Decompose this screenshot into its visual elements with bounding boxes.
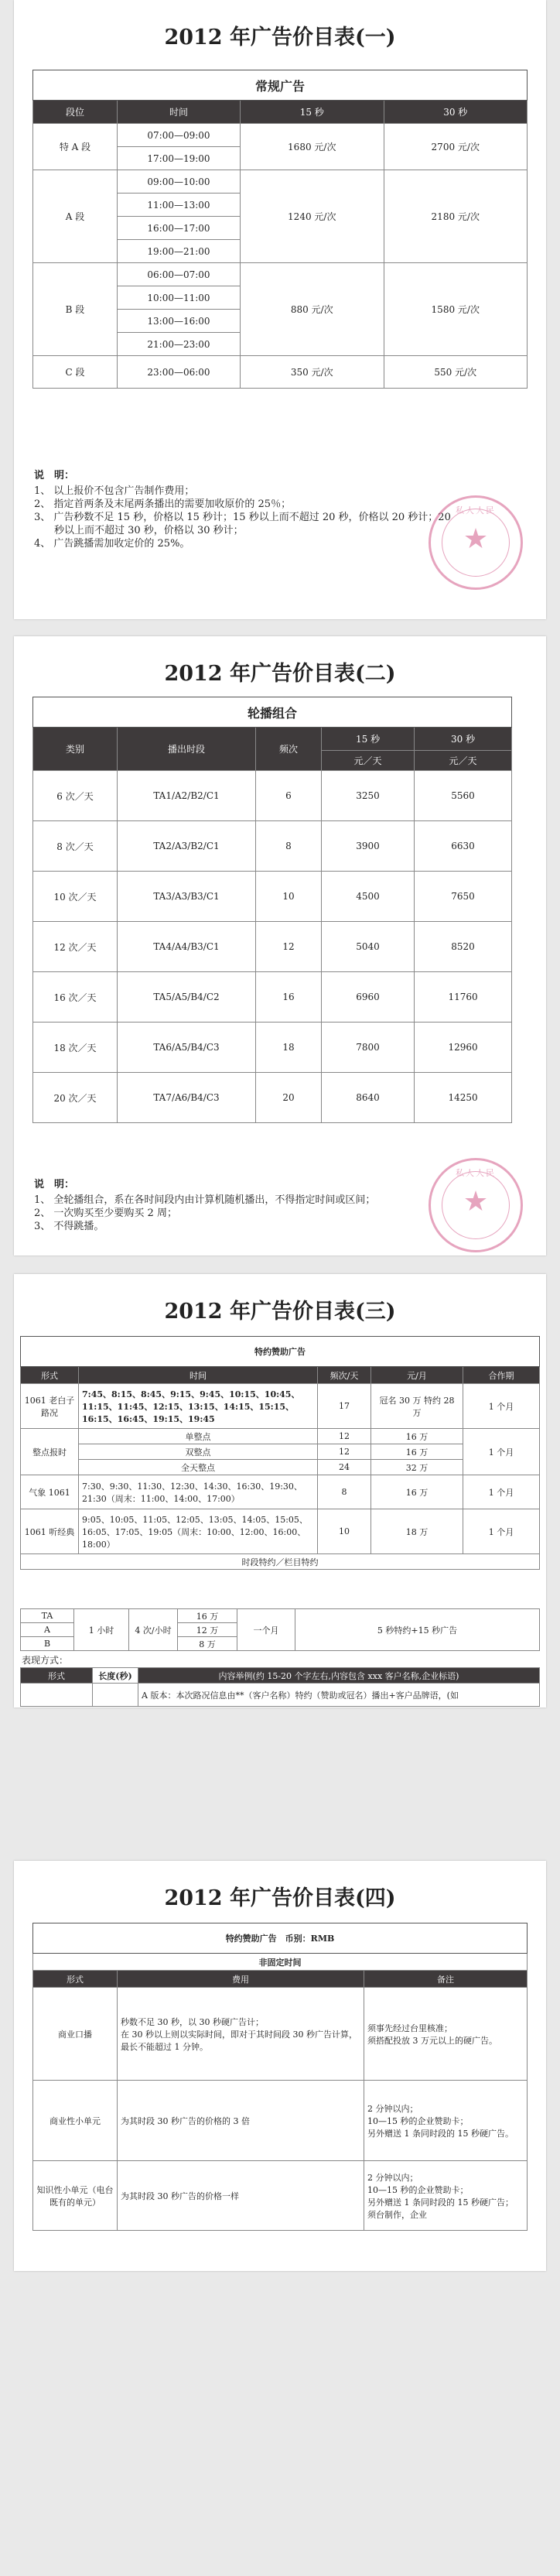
expression-table: 形式 长度(秒) 内容举例(约 15-20 个字左右,内容包含 xxx 客户名称,企业标语) A 版本：本次路况信息由**（客户名称）特约（赞助或冠名）播出+客户品牌语，(如: [20, 1667, 540, 1707]
note-line: 1、 全轮播组合，系在各时间段内由计算机随机播出，不得指定时间或区间；: [34, 1194, 376, 1206]
time-cell: 07:00—09:00: [118, 124, 241, 147]
column-header: 30 秒: [415, 728, 512, 751]
column-header: 频次/天: [318, 1367, 371, 1384]
segment-cell: B 段: [33, 263, 118, 356]
price-15-cell: 1240 元/次: [241, 170, 384, 263]
notes-heading: 说 明：: [34, 470, 75, 481]
column-header: 形式: [33, 1971, 118, 1988]
table-row: 1061 老白子路况 7:45、8:15、8:45、9:15、9:45、10:15、10:45、11:15、11:45、12:15、13:15、14:15、15:15、16:15、16:45、19:15、19:45 17 冠名 30 万 特约 28 万 1 个月: [21, 1384, 540, 1429]
price-sheet-2: [14, 636, 546, 1255]
note-line: 1、 以上报价不包含广告制作费用；: [34, 485, 195, 497]
column-header: 元/月: [371, 1367, 463, 1384]
column-subheader: 元／天: [322, 751, 415, 771]
note-line: 秒以上而不超过 30 秒，价格以 30 秒计；: [34, 525, 244, 536]
price-15-cell: 350 元/次: [241, 356, 384, 389]
regular-ad-table: [32, 70, 528, 389]
time-cell: 21:00—23:00: [118, 333, 241, 356]
table-row: 气象 1061 7:30、9:30、11:30、12:30、14:30、16:30、19:30、21:30（周末：11:00、14:00、17:00） 8 16 万 1 个月: [21, 1475, 540, 1509]
note-line: 2、 指定首两条及末尾两条播出的需要加收原价的 25％；: [34, 498, 292, 510]
column-header: 类别: [33, 728, 118, 771]
table-row: 16 次／天 TA5/A5/B4/C2 16 6960 11760: [33, 972, 512, 1023]
time-cell: 11:00—13:00: [118, 194, 241, 217]
table-row: 商业性小单元 为其时段 30 秒广告的价格的 3 倍 2 分钟以内； 10—15 秒的企业赞助卡； 另外赠送 1 条同时段的 15 秒硬广告。: [33, 2081, 528, 2161]
column-header: 15 秒: [322, 728, 415, 751]
price-sheet-4: [14, 1861, 546, 2271]
column-header: 段位: [33, 101, 118, 124]
price-30-cell: 2180 元/次: [384, 170, 528, 263]
table-row: 20 次／天 TA7/A6/B4/C3 20 8640 14250: [33, 1073, 512, 1123]
column-header: 形式: [21, 1367, 79, 1384]
table-row: 10 次／天 TA3/A3/B3/C1 10 4500 7650: [33, 872, 512, 922]
column-header: 费用: [118, 1971, 364, 1988]
price-sheet-1: [14, 0, 546, 619]
segment-cell: A 段: [33, 170, 118, 263]
sub-caption: 非固定时间: [33, 1954, 528, 1971]
note-line: 4、 广告跳播需加收定价的 25%。: [34, 538, 190, 550]
column-subheader: 元／天: [415, 751, 512, 771]
sponsor-table: [20, 1336, 540, 1570]
table-row: 18 次／天 TA6/A5/B4/C3 18 7800 12960: [33, 1023, 512, 1073]
table-row: 双整点 12 16 万: [21, 1444, 540, 1460]
rotation-table: [32, 697, 512, 1123]
note-line: 2、 一次购买至少要购买 2 周；: [34, 1208, 177, 1219]
time-cell: 17:00—19:00: [118, 147, 241, 170]
notes-heading: 说 明：: [34, 1179, 75, 1190]
column-header: 15 秒: [241, 101, 384, 124]
slot-sponsor-table: TA 1 小时 4 次/小时 16 万 一个月 5 秒特约+15 秒广告 A 12 万 B 8 万: [20, 1608, 540, 1651]
time-cell: 09:00—10:00: [118, 170, 241, 194]
segment-cell: 特 A 段: [33, 124, 118, 170]
price-sheet-3: [14, 1274, 546, 1708]
sub-caption: 时段特约／栏目特约: [21, 1554, 540, 1570]
nonfixed-sponsor-table: [32, 1923, 528, 2231]
red-seal-stamp: 私人人民 ★: [429, 1158, 523, 1252]
table-caption: 轮播组合: [33, 697, 512, 728]
time-cell: 16:00—17:00: [118, 217, 241, 240]
column-header: 备注: [364, 1971, 528, 1988]
note-line: 3、 广告秒数不足 15 秒，价格以 15 秒计；15 秒以上而不超过 20 秒，价格以 20 秒计；20: [34, 512, 451, 523]
table-row: 1061 听经典 9:05、10:05、11:05、12:05、13:05、14:05、15:05、16:05、17:05、19:05（周末：10:00、12:00、16:00、18:00） 10 18 万 1 个月: [21, 1509, 540, 1554]
table-row: 知识性小单元（电台既有的单元） 为其时段 30 秒广告的价格一样 2 分钟以内； 10—15 秒的企业赞助卡； 另外赠送 1 条同时段的 15 秒硬广告； 须台制作，企业: [33, 2161, 528, 2231]
table-row: 全天整点 24 32 万: [21, 1460, 540, 1475]
page-title: 2012 年广告价目表(二): [164, 662, 396, 686]
table-row: 6 次／天 TA1/A2/B2/C1 6 3250 5560: [33, 771, 512, 821]
expression-label: 表现方式：: [22, 1655, 69, 1666]
table-caption: 特约赞助广告: [21, 1337, 540, 1367]
time-cell: 19:00—21:00: [118, 240, 241, 263]
column-header: 时间: [118, 101, 241, 124]
note-line: 3、 不得跳播。: [34, 1221, 104, 1232]
price-30-cell: 1580 元/次: [384, 263, 528, 356]
time-cell: 06:00—07:00: [118, 263, 241, 286]
table-row: 12 次／天 TA4/A4/B3/C1 12 5040 8520: [33, 922, 512, 972]
price-15-cell: 880 元/次: [241, 263, 384, 356]
page-title: 2012 年广告价目表(三): [164, 1300, 396, 1324]
time-cell: 23:00—06:00: [118, 356, 241, 389]
price-15-cell: 1680 元/次: [241, 124, 384, 170]
page-title: 2012 年广告价目表(四): [164, 1886, 396, 1910]
table-caption: 特约赞助广告 币别：RMB: [33, 1923, 528, 1954]
segment-cell: C 段: [33, 356, 118, 389]
table-row: 整点报时 单整点 12 16 万 1 个月: [21, 1429, 540, 1444]
table-caption: 常规广告: [33, 70, 528, 101]
page-title: 2012 年广告价目表(一): [164, 26, 396, 50]
time-cell: 10:00—11:00: [118, 286, 241, 310]
price-30-cell: 550 元/次: [384, 356, 528, 389]
column-header: 时间: [79, 1367, 318, 1384]
price-30-cell: 2700 元/次: [384, 124, 528, 170]
table-row: 商业口播 秒数不足 30 秒，以 30 秒硬广告计； 在 30 秒以上则以实际时间，即对于其时间段 30 秒广告计算，最长不能超过 1 分钟。 须事先经过台里核准； 须搭配投放 3 万元以上的硬广告。: [33, 1988, 528, 2081]
column-header: 30 秒: [384, 101, 528, 124]
time-cell: 13:00—16:00: [118, 310, 241, 333]
column-header: 频次: [256, 728, 322, 771]
red-seal-stamp: 私人人民 ★: [429, 495, 523, 590]
table-row: 8 次／天 TA2/A3/B2/C1 8 3900 6630: [33, 821, 512, 872]
column-header: 播出时段: [118, 728, 256, 771]
column-header: 合作期: [463, 1367, 540, 1384]
